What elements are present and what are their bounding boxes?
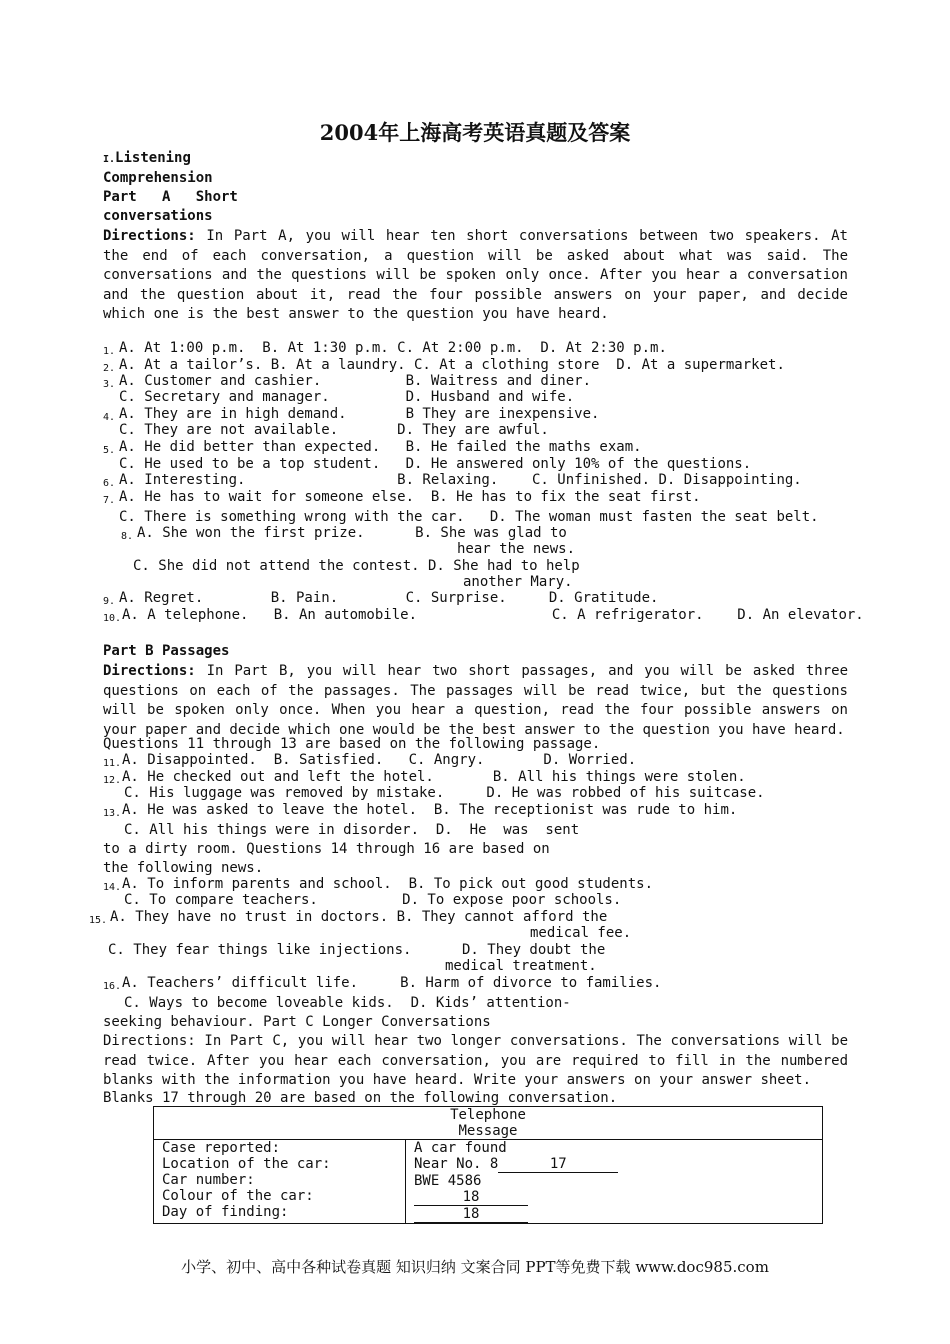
- directions-text: In Part A, you will hear ten short conversations between two speakers. At the end of each conversation, a question will be asked about what was said. The conversations and the questions will be spoken only once. After you hear a conversation and the question about it, read the four possible answers on your paper, and decide which one is the best answer to the question you have heard.: [103, 228, 848, 322]
- table-body-row: [154, 1140, 823, 1224]
- part-b-directions: [103, 662, 848, 740]
- question-b-line: seeking behaviour. Part C Longer Conversations: [103, 1014, 491, 1030]
- question-b-number: 14.: [103, 882, 122, 893]
- question-b-line: C. Ways to become loveable kids. D. Kids’ attention-: [124, 995, 571, 1011]
- label-case: Case reported:: [162, 1140, 281, 1156]
- part-c-directions: Directions: In Part C, you will hear two longer conversations. The conversations will be read twice. After you hear each conversation, you are required to fill in the numbered blanks with the information you have heard. Write your answers on your answer sheet.: [103, 1033, 848, 1088]
- question-a-line: A. Customer and cashier. B. Waitress and diner.: [119, 373, 592, 389]
- value-case: A car found: [414, 1140, 507, 1156]
- value-location: [414, 1156, 814, 1173]
- question-b-line: C. They fear things like injections. D. They doubt the: [108, 942, 606, 958]
- question-a-line: A. She won the first prize. B. She was glad to: [137, 525, 567, 541]
- question-a-number: 9.: [103, 596, 116, 607]
- question-b-line: to a dirty room. Questions 14 through 16 are based on: [103, 841, 550, 857]
- location-prefix: Near No. 8: [414, 1156, 499, 1172]
- question-a-line: A. He did better than expected. B. He failed the maths exam.: [119, 439, 642, 455]
- table-values-cell: [406, 1140, 823, 1224]
- question-a-line: A. They are in high demand. B They are inexpensive.: [119, 406, 600, 422]
- question-b-number: 15.: [89, 915, 108, 926]
- question-a-number: 10.: [103, 613, 122, 624]
- question-a-number: 8.: [121, 531, 134, 542]
- question-a-line: C. There is something wrong with the car. D. The woman must fasten the seat belt.: [119, 509, 819, 525]
- label-colour: Colour of the car:: [162, 1188, 314, 1204]
- question-b-line: the following news.: [103, 860, 264, 876]
- question-a-line: A. Interesting. B. Relaxing. C. Unfinished. D. Disappointing.: [119, 472, 802, 488]
- question-a-number: 1.: [103, 346, 116, 357]
- question-a-line: hear the news.: [457, 541, 576, 557]
- question-a-line: A. A telephone. B. An automobile. C. A refrigerator. D. An elevator.: [122, 607, 864, 623]
- question-b-line: A. To inform parents and school. B. To pick out good students.: [122, 876, 654, 892]
- table-header-line1: Telephone: [450, 1107, 526, 1123]
- question-b-number: 12.: [103, 775, 122, 786]
- part-b-heading: Part B Passages: [103, 643, 230, 659]
- part-a-heading-line2: conversations: [103, 208, 213, 224]
- question-a-number: 2.: [103, 363, 116, 374]
- part-b-directions-label: Directions:: [103, 663, 196, 679]
- question-a-line: C. She did not attend the contest. D. She had to help: [133, 558, 580, 574]
- question-b-line: C. All his things were in disorder. D. He was sent: [124, 822, 580, 838]
- question-b-line: A. Disappointed. B. Satisfied. C. Angry. D. Worried.: [122, 752, 637, 768]
- value-colour: [414, 1189, 814, 1206]
- section-number: I.: [103, 154, 116, 165]
- table-header: [154, 1107, 823, 1140]
- question-a-line: another Mary.: [463, 574, 573, 590]
- question-b-line: C. His luggage was removed by mistake. D. He was robbed of his suitcase.: [124, 785, 765, 801]
- section-heading: [103, 150, 191, 168]
- section-heading-line1: Listening: [115, 150, 191, 166]
- question-b-line: Questions 11 through 13 are based on the following passage.: [103, 736, 601, 752]
- question-b-line: A. He checked out and left the hotel. B. All his things were stolen.: [122, 769, 746, 785]
- label-car-number: Car number:: [162, 1172, 255, 1188]
- table-labels-cell: [154, 1140, 406, 1224]
- label-location: Location of the car:: [162, 1156, 331, 1172]
- question-a-number: 7.: [103, 495, 116, 506]
- question-b-number: 16.: [103, 981, 122, 992]
- label-day: Day of finding:: [162, 1204, 289, 1220]
- question-a-number: 4.: [103, 412, 116, 423]
- section-heading-line2: Comprehension: [103, 170, 213, 186]
- telephone-message-table: [153, 1106, 823, 1224]
- question-b-line: medical treatment.: [445, 958, 597, 974]
- question-a-line: A. At 1:00 p.m. B. At 1:30 p.m. C. At 2:00 p.m. D. At 2:30 p.m.: [119, 340, 667, 356]
- question-a-number: 6.: [103, 478, 116, 489]
- question-b-line: C. To compare teachers. D. To expose poor schools.: [124, 892, 622, 908]
- question-a-line: C. He used to be a top student. D. He answered only 10% of the questions.: [119, 456, 752, 472]
- blank-day: 18: [414, 1206, 528, 1223]
- question-a-line: C. Secretary and manager. D. Husband and wife.: [119, 389, 575, 405]
- question-a-line: A. He has to wait for someone else. B. He has to fix the seat first.: [119, 489, 701, 505]
- part-a-directions: [103, 227, 848, 325]
- question-b-line: A. They have no trust in doctors. B. They cannot afford the: [110, 909, 608, 925]
- question-a-number: 5.: [103, 445, 116, 456]
- page-footer: 小学、初中、高中各种试卷真题 知识归纳 文案合同 PPT等免费下载 www.doc985.com: [181, 1258, 769, 1276]
- table-header-row: [154, 1107, 823, 1140]
- value-day: [414, 1206, 814, 1223]
- blank-17: 17: [498, 1156, 618, 1173]
- page-title: 2004年上海高考英语真题及答案: [319, 120, 631, 145]
- question-a-line: A. At a tailor’s. B. At a laundry. C. At a clothing store D. At a supermarket.: [119, 357, 785, 373]
- question-b-line: A. Teachers’ difficult life. B. Harm of divorce to families.: [122, 975, 662, 991]
- question-a-line: A. Regret. B. Pain. C. Surprise. D. Gratitude.: [119, 590, 659, 606]
- question-b-number: 11.: [103, 758, 122, 769]
- part-b-directions-text: In Part B, you will hear two short passages, and you will be asked three questions on each of the passages. The passages will be read twice, but the questions will be spoken only once. When you hear a question, read the four possible answers on your paper and decide which one would be the best answer to the question you have heard.: [103, 663, 848, 738]
- part-c-blanks-line: Blanks 17 through 20 are based on the following conversation.: [103, 1090, 618, 1106]
- question-b-line: medical fee.: [530, 925, 632, 941]
- part-a-heading: Part A Short: [103, 189, 238, 205]
- blank-colour: 18: [414, 1189, 528, 1206]
- value-car-number: BWE 4586: [414, 1173, 482, 1189]
- question-b-number: 13.: [103, 808, 122, 819]
- table-header-line2: Message: [458, 1123, 518, 1139]
- question-a-number: 3.: [103, 379, 116, 390]
- question-b-line: A. He was asked to leave the hotel. B. The receptionist was rude to him.: [122, 802, 738, 818]
- question-a-line: C. They are not available. D. They are awful.: [119, 422, 549, 438]
- directions-label: Directions:: [103, 228, 196, 244]
